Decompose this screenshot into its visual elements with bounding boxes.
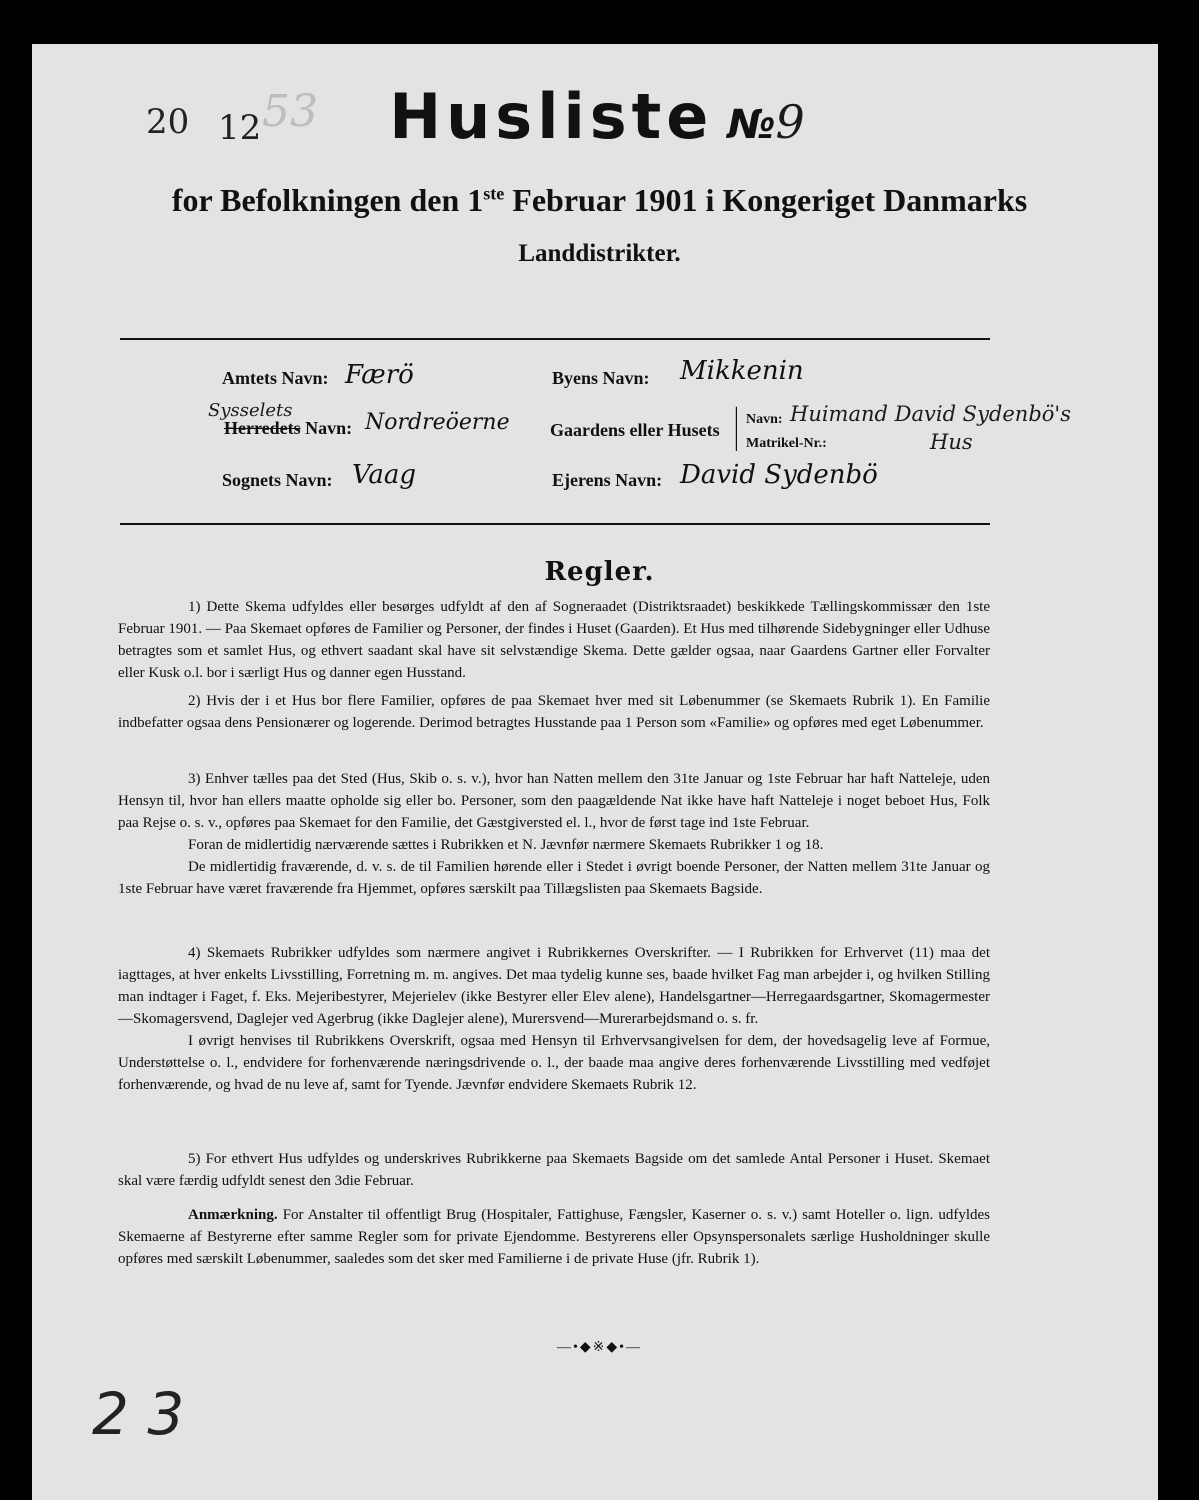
herred-value: Nordreöerne (365, 410, 510, 435)
rule-5: 5) For ethvert Hus udfyldes og underskrives Rubrikkerne paa Skemaets Bagside om det samlede Antal Personer i Huset. Skemaet skal være færdig udfyldt senest den 3die Februar. (118, 1151, 990, 1189)
by-label: Byens Navn: (552, 368, 650, 388)
corner-number-3: 53 (262, 86, 318, 137)
corner-number-2: 12 (218, 108, 262, 148)
subtitle: for Befolkningen den 1ste Februar 1901 i Kongeriget Danmarks (171, 182, 1028, 218)
amt-label: Amtets Navn: (222, 368, 329, 388)
list-number: 9 (775, 95, 810, 149)
gaard-label: Gaardens eller Husets (550, 420, 720, 440)
ornament-divider: —•◆※◆•— (556, 1340, 643, 1355)
bottom-handwritten-number: 2 3 (92, 1380, 185, 1448)
sogn-label: Sognets Navn: (222, 470, 333, 490)
page-title (0, 80, 1199, 153)
number-symbol: № (727, 102, 776, 148)
herred-label: Herredets Navn: (224, 418, 353, 438)
ejer-label: Ejerens Navn: (552, 470, 663, 490)
navn-value: Huimand David Sydenbö's (790, 402, 1071, 426)
rules-heading: Regler. (544, 557, 655, 587)
navn-label: Navn: (746, 412, 783, 427)
herred-hand-prefix: Sysselets (208, 400, 293, 421)
top-divider (120, 338, 990, 340)
rule-4: 4) Skemaets Rubrikker udfyldes som nærmere angivet i Rubrikkernes Overskrifter. — I Rubrikken for Erhvervet (11) maa det iagttages, at hver enkelts Livsstilling, Forretning m. m. angives. Det maa tydelig kunne ses, baade hvilket Fag man arbejder i, og hvilken Stilling man indtager i Faget, f. Eks. Mejeribestyrer, Mejerielev (ikke Bestyrer eller Elev alene), Handelsgartner—Herregaardsgartner, Skomagermester—Skomagersvend, Daglejer ved Agerbrug (ikke Daglejer alene), Murersvend—Murerarbejdsmand o. s. fr. I øvrigt henvises til Rubrikkens Overskrift, ogsaa med Hensyn til Erhvervsangivelsen for dem, der hovedsagelig leve af Formue, Understøttelse o. l., endvidere for forhenværende næringsdrivende o. l., der baade maa angive deres forhenværende Livsstilling med vedføjet forhenværende, og hvad de nu leve af, samt for Tyende. Jævnfør endvidere Skemaets Rubrik 12. (118, 945, 990, 1093)
amt-value: Færö (345, 360, 414, 390)
note-text: For Anstalter til offentligt Brug (Hospitaler, Fattighuse, Fængsler, Kaserner o. s. v.) samt Hoteller o. lign. udfyldes Skemaerne af Bestyrerne efter samme Regler som for private Ejendomme. Bestyrerens eller Opsynspersonalets særlige Husholdninger skulle opføres med særskilt Løbenummer, saaledes som det sker med Familierne i de private Huse (jfr. Rubrik 1). (118, 1207, 990, 1267)
title-text: Husliste (389, 80, 714, 153)
matrikel-label: Matrikel-Nr.: (746, 436, 827, 451)
rule-1: 1) Dette Skema udfyldes eller besørges udfyldt af den af Sogneraadet (Distriktsraadet) beskikkede Tællingskommissær den 1ste Februar 1901. — Paa Skemaet opføres de Familier og Personer, der findes i Huset (Gaarden). Et Hus med tilhørende Sidebygninger eller Udhuse betragtes som et samlet Hus, og ethvert saadant skal have sit selvstændige Skema. Dette gælder ogsaa, naar Gaardens Gartner eller Forvalter eller Kusk o.l. bor i særligt Hus og danner egen Husstand. (118, 599, 990, 681)
rule-3: 3) Enhver tælles paa det Sted (Hus, Skib o. s. v.), hvor han Natten mellem den 31te Januar og 1ste Februar har haft Natteleje, uden Hensyn til, hvor han ellers maatte opholde sig eller bo. Personer, som den paagældende Nat ikke have haft Natteleje i noget beboet Hus, Folk paa Rejse o. s. v., opføres paa Skemaet for den Familie, det Gæstgiversted el. l., hvor de først tage ind 1ste Februar. Foran de midlertidig nærværende sættes i Rubrikken et N. Jævnfør nærmere Skemaets Rubrikker 1 og 18. De midlertidig fraværende, d. v. s. de til Familien hørende eller i Stedet i øvrigt boende Personer, der Natten mellem 31te Januar og 1ste Februar have været fraværende fra Hjemmet, opføres særskilt paa Tillægslisten paa Skemaets Bagside. (118, 771, 990, 897)
rule-2: 2) Hvis der i et Hus bor flere Familier, opføres de paa Skemaet hver med sit Løbenummer (se Skemaets Rubrik 1). En Familie indbefatter ogsaa dens Pensionærer og logerende. Derimod betragtes Husstande paa 1 Person som «Familie» og opføres med eget Løbenummer. (118, 693, 990, 731)
note-label: Anmærkning. (188, 1207, 278, 1223)
corner-number-1: 20 (146, 102, 190, 142)
note (118, 1204, 990, 1270)
by-value: Mikkenin (680, 356, 804, 386)
sogn-value: Vaag (352, 460, 417, 490)
fields-divider (120, 523, 990, 525)
bracket-bottom: | (734, 426, 739, 452)
navn-value-2: Hus (930, 430, 973, 454)
bracket-top: | (734, 404, 739, 430)
subtitle-districts: Landdistrikter. (518, 240, 681, 267)
ejer-value: David Sydenbö (680, 460, 878, 490)
